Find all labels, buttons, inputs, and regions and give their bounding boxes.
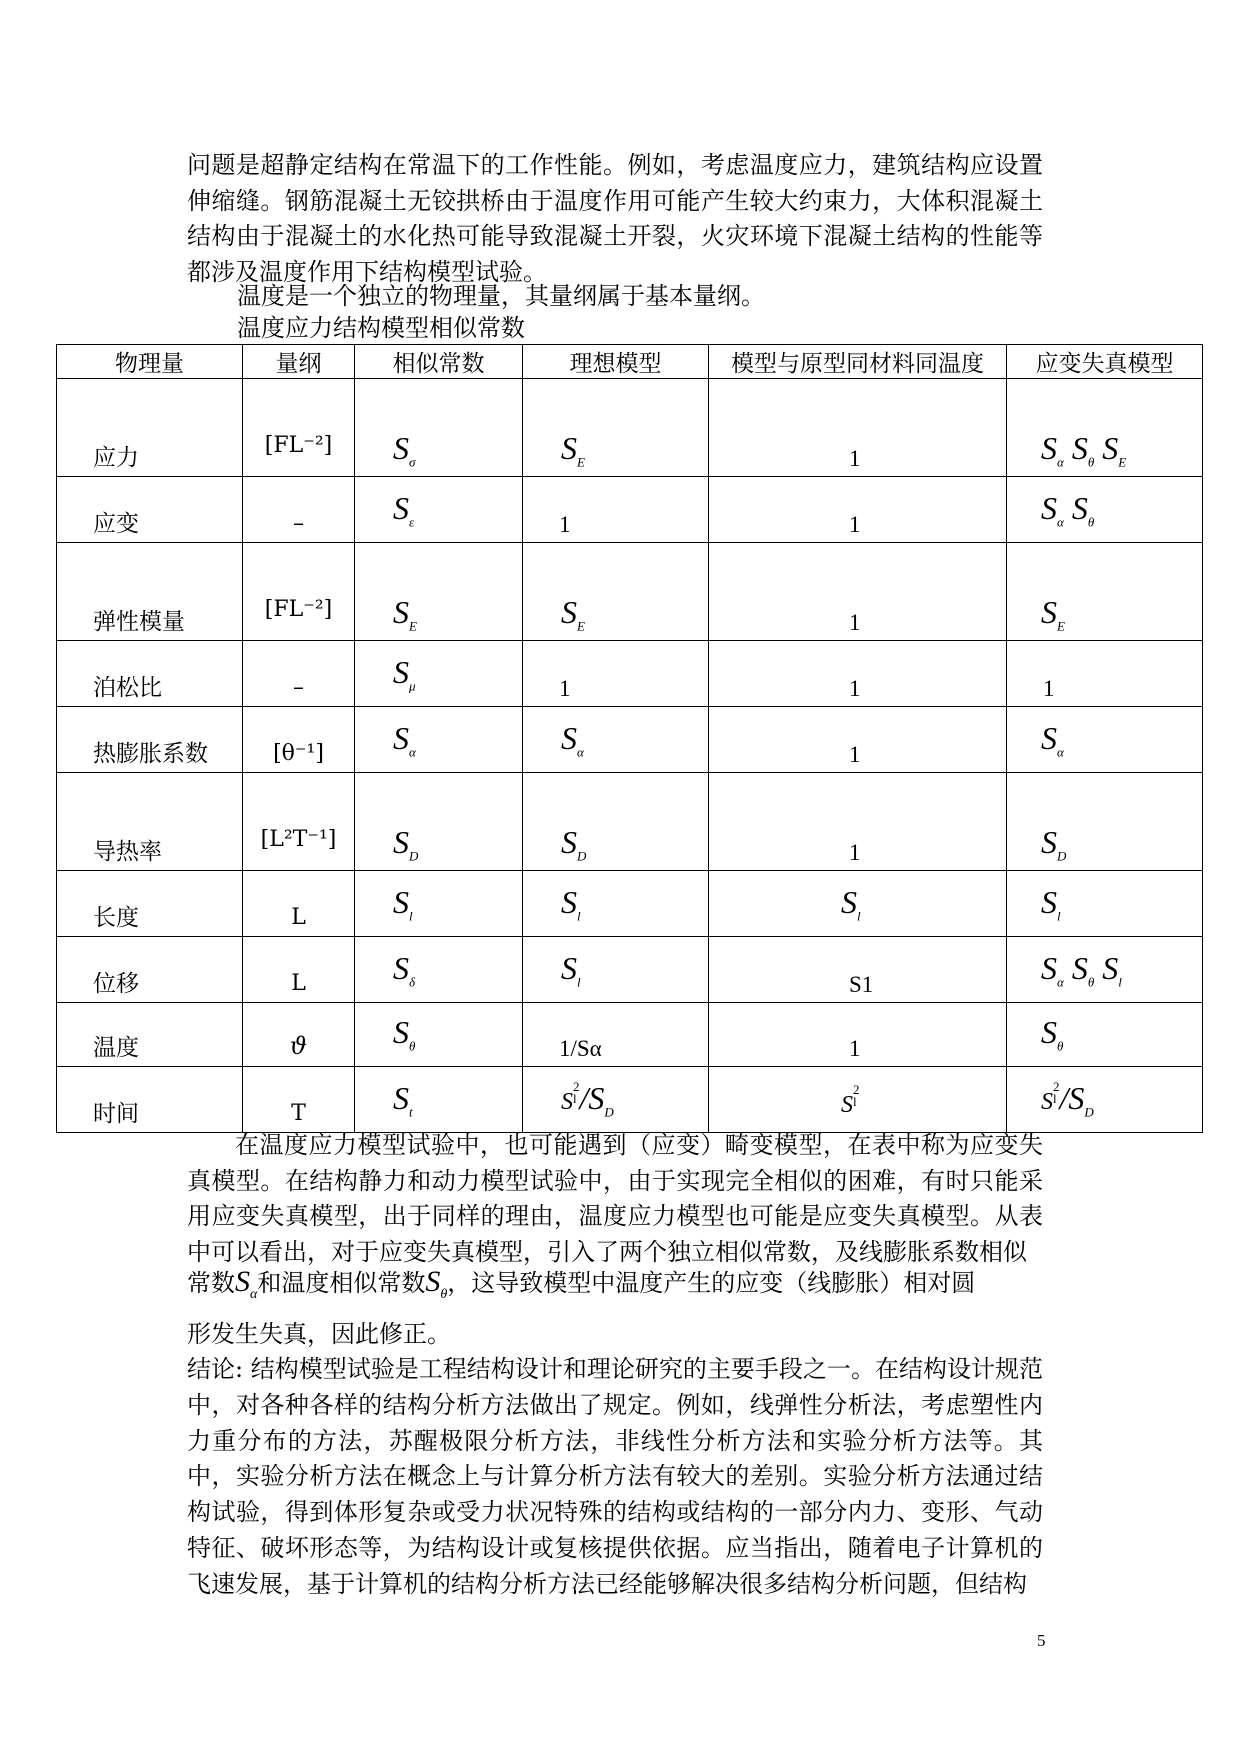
cell-value: $S_\alpha$: [1041, 719, 1064, 759]
quantity-cell: [57, 1003, 243, 1067]
quantity-name: 泊松比: [93, 675, 162, 701]
dimension-cell: [243, 1067, 355, 1133]
cell-value: $S_\varepsilon$: [393, 489, 415, 529]
cell-value: 1: [1043, 676, 1055, 701]
distorted-cell: [1007, 1003, 1203, 1067]
same-material-cell: [709, 543, 1007, 641]
distorted-cell: [1007, 641, 1203, 707]
ideal-cell: [523, 1067, 709, 1133]
dimension-value: L: [291, 905, 306, 930]
cell-value: 1/Sα: [559, 1036, 602, 1061]
cell-value: $S_\alpha$ $S_\theta$ $S_E$: [1041, 429, 1127, 469]
dimension-cell: [243, 937, 355, 1003]
same-material-cell: [709, 937, 1007, 1003]
same-material-cell: [709, 871, 1007, 937]
same-material-cell: [709, 707, 1007, 773]
cell-value: $S_t$: [393, 1079, 413, 1119]
cell-value: $S_\alpha$ $S_\theta$: [1041, 489, 1095, 529]
dimension-value: T: [291, 1101, 306, 1126]
ideal-cell: [523, 543, 709, 641]
quantity-name: 应力: [93, 445, 139, 471]
cell-value: 1: [849, 1036, 861, 1061]
similarity-cell: [355, 543, 523, 641]
dimension-value: [L²T⁻¹]: [260, 827, 337, 852]
cell-value: S2 $l/S_D$: [1041, 1078, 1094, 1119]
cell-value: $S_E$: [1041, 593, 1065, 633]
quantity-name: 温度: [93, 1035, 139, 1061]
distorted-cell: [1007, 1067, 1203, 1133]
cell-value: $S_D$: [1041, 823, 1067, 863]
table-row: [57, 477, 1203, 543]
cell-value: S1: [849, 972, 874, 997]
similarity-cell: [355, 1067, 523, 1133]
cell-value: 1: [849, 676, 861, 701]
quantity-cell: [57, 773, 243, 871]
similarity-cell: [355, 871, 523, 937]
quantity-name: 应变: [93, 511, 139, 537]
cell-value: $S_\alpha$: [393, 719, 416, 759]
header-dimension: 量纲: [243, 345, 355, 379]
dimension-value: [FL⁻²]: [264, 597, 333, 622]
cell-value: 1: [559, 512, 571, 537]
same-material-cell: [709, 641, 1007, 707]
similarity-cell: [355, 773, 523, 871]
same-material-cell: [709, 1003, 1007, 1067]
cell-value: $S_E$: [393, 593, 417, 633]
table-row: [57, 379, 1203, 477]
distorted-cell: [1007, 871, 1203, 937]
cell-value: 1: [849, 742, 861, 767]
similarity-table: [56, 344, 1203, 1133]
distortion-end: 形发生失真，因此修正。: [187, 1320, 451, 1348]
distorted-cell: [1007, 477, 1203, 543]
ideal-cell: [523, 1003, 709, 1067]
ideal-cell: [523, 773, 709, 871]
cell-value: $S_\theta$: [1041, 1013, 1064, 1053]
same-material-cell: [709, 477, 1007, 543]
dimension-cell: [243, 641, 355, 707]
cell-value: 1: [849, 512, 861, 537]
cell-value: S2 l: [841, 1082, 860, 1118]
ideal-cell: [523, 379, 709, 477]
cell-value: $S_l$: [1041, 883, 1061, 923]
same-material-cell: [709, 379, 1007, 477]
quantity-cell: [57, 543, 243, 641]
header-ideal: 理想模型: [523, 345, 709, 379]
header-same-material: 模型与原型同材料同温度: [709, 345, 1007, 379]
table-row: [57, 707, 1203, 773]
distorted-cell: [1007, 543, 1203, 641]
table-row: [57, 1003, 1203, 1067]
conclusion-paragraph: 结论: 结构模型试验是工程结构设计和理论研究的主要手段之一。在结构设计规范中，对各种各样的结构分析方法做出了规定。例如，线弹性分析法，考虑塑性内力重分布的方法，苏醒极限分析方法，非线性分析方法和实验分析方法等。其中，实验分析方法在概念上与计算分析方法有较大的差别。实验分析方法通过结构试验，得到体形复杂或受力状况特殊的结构或结构的一部分内力、变形、气动特征、破坏形态等，为结构设计或复核提供依据。应当指出，随着电子计算机的飞速发展，基于计算机的结构分析方法已经能够解决很多结构分析问题，但结构: [187, 1355, 1043, 1598]
ideal-cell: [523, 871, 709, 937]
cell-value: $S_\alpha$: [561, 719, 584, 759]
quantity-cell: [57, 1067, 243, 1133]
header-similarity: 相似常数: [355, 345, 523, 379]
ideal-cell: [523, 477, 709, 543]
dimension-cell: [243, 379, 355, 477]
table-caption: 温度应力结构模型相似常数: [237, 314, 525, 342]
cell-value: S2 $l/S_D$: [561, 1078, 614, 1119]
similarity-cell: [355, 707, 523, 773]
dimension-value: L: [291, 971, 306, 996]
dimension-cell: [243, 1003, 355, 1067]
dimension-value: –: [293, 511, 304, 536]
distortion-text-a: 在温度应力模型试验中，也可能遇到（应变）畸变模型，在表中称为应变失真模型。在结构静力和动力模型试验中，由于实现完全相似的困难，有时只能采用应变失真模型，出于同样的理由，温度应力模型也可能是应变失真模型。从表中可以看出，对于应变失真模型，引入了两个独立相似常数，及线膨胀系数相似: [187, 1131, 1043, 1266]
theta-similarity-symbol: $S_\theta$: [425, 1265, 448, 1302]
quantity-name: 长度: [93, 905, 139, 931]
same-material-cell: [709, 1067, 1007, 1133]
ideal-cell: [523, 707, 709, 773]
cell-value: $S_l$: [561, 883, 581, 923]
distorted-cell: [1007, 707, 1203, 773]
table-row: [57, 543, 1203, 641]
cell-value: $S_\sigma$: [393, 429, 416, 469]
similarity-cell: [355, 641, 523, 707]
quantity-name: 时间: [93, 1101, 139, 1127]
distortion-line: [187, 1266, 975, 1311]
dimension-value: [θ⁻¹]: [273, 741, 324, 766]
dimension-cell: [243, 477, 355, 543]
ideal-cell: [523, 937, 709, 1003]
dimension-value: [FL⁻²]: [264, 433, 333, 458]
cell-value: 1: [849, 840, 861, 865]
cell-value: $S_E$: [561, 429, 585, 469]
cell-value: $S_\theta$: [393, 1013, 416, 1053]
similarity-cell: [355, 477, 523, 543]
cell-value: $S_D$: [561, 823, 587, 863]
distortion-text-b1: 常数: [187, 1269, 235, 1297]
quantity-name: 位移: [93, 971, 139, 997]
similarity-cell: [355, 1003, 523, 1067]
cell-value: $S_l$: [841, 883, 861, 923]
table-row: [57, 641, 1203, 707]
quantity-cell: [57, 379, 243, 477]
similarity-cell: [355, 937, 523, 1003]
table-row: [57, 773, 1203, 871]
distortion-text-b2: 和温度相似常数: [257, 1269, 426, 1297]
distorted-cell: [1007, 773, 1203, 871]
cell-value: $S_\alpha$ $S_\theta$ $S_l$: [1041, 949, 1122, 989]
distortion-text-b3: ，这导致模型中温度产生的应变（线膨胀）相对圆: [447, 1269, 976, 1297]
cell-value: $S_\delta$: [393, 949, 416, 989]
alpha-similarity-symbol: $S_\alpha$: [235, 1265, 258, 1302]
distorted-cell: [1007, 379, 1203, 477]
dimension-cell: [243, 707, 355, 773]
quantity-cell: [57, 871, 243, 937]
quantity-name: 热膨胀系数: [93, 741, 208, 767]
quantity-cell: [57, 937, 243, 1003]
cell-value: 1: [559, 676, 571, 701]
dimension-cell: [243, 543, 355, 641]
cell-value: $S_E$: [561, 593, 585, 633]
table-row: [57, 937, 1203, 1003]
header-distorted: 应变失真模型: [1007, 345, 1203, 379]
similarity-cell: [355, 379, 523, 477]
quantity-cell: [57, 641, 243, 707]
cell-value: $S_l$: [393, 883, 413, 923]
ideal-cell: [523, 641, 709, 707]
table-header-row: [57, 345, 1203, 379]
intro-paragraph: 问题是超静定结构在常温下的工作性能。例如，考虑温度应力，建筑结构应设置伸缩缝。钢筋混凝土无铰拱桥由于温度作用可能产生较大约束力，大体积混凝土结构由于混凝土的水化热可能导致混凝土开裂，火灾环境下混凝土结构的性能等都涉及温度作用下结构模型试验。: [187, 151, 1043, 286]
quantity-name: 导热率: [93, 839, 162, 865]
cell-value: 1: [849, 610, 861, 635]
same-material-cell: [709, 773, 1007, 871]
quantity-cell: [57, 477, 243, 543]
dimension-cell: [243, 871, 355, 937]
cell-value: 1: [849, 446, 861, 471]
cell-value: $S_l$: [561, 949, 581, 989]
cell-value: $S_\mu$: [393, 653, 416, 693]
distortion-paragraph: [187, 1128, 1043, 1270]
quantity-name: 弹性模量: [93, 609, 185, 635]
dimension-value: ϑ: [289, 1032, 308, 1060]
dimension-cell: [243, 773, 355, 871]
table-row: [57, 1067, 1203, 1133]
distorted-cell: [1007, 937, 1203, 1003]
cell-value: $S_D$: [393, 823, 419, 863]
quantity-cell: [57, 707, 243, 773]
dimension-value: –: [293, 675, 304, 700]
temperature-paragraph: 温度是一个独立的物理量，其量纲属于基本量纲。: [237, 282, 765, 310]
table-row: [57, 871, 1203, 937]
header-quantity: 物理量: [57, 345, 243, 379]
page-number: 5: [1037, 1631, 1046, 1650]
